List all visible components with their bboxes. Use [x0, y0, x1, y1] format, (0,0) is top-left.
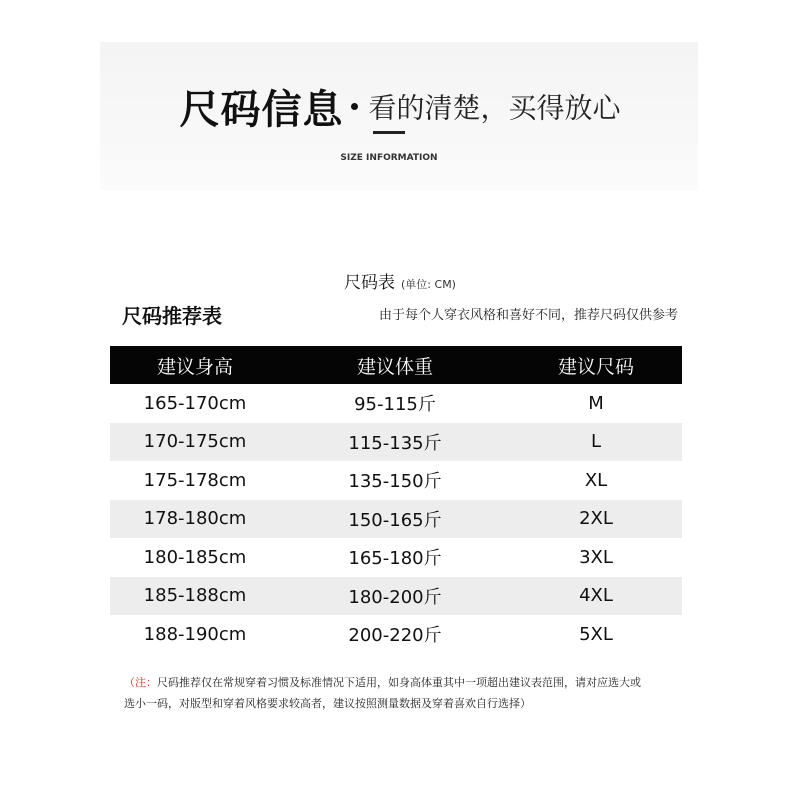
cell-weight: 180-200斤: [348, 586, 442, 608]
cell-height: 178-180cm: [143, 508, 247, 530]
banner-title-main: 尺码信息: [179, 87, 344, 133]
banner-title-sub: 看的清楚，买得放心: [368, 91, 621, 125]
table-row: [110, 615, 682, 654]
cell-weight: 115-135斤: [348, 432, 442, 454]
cell-size: 2XL: [579, 508, 613, 530]
title-separator-dot: [351, 103, 358, 110]
table-row: [110, 500, 682, 539]
table-caption: [0, 268, 800, 293]
table-header-row: [110, 346, 682, 384]
cell-weight: 150-165斤: [348, 509, 442, 531]
table-caption-unit: (单位: CM): [401, 278, 456, 291]
banner-divider: [373, 131, 405, 134]
table-caption-title: 尺码表: [344, 273, 396, 293]
cell-size: 4XL: [579, 585, 613, 607]
cell-weight: 200-220斤: [348, 625, 442, 647]
footnote-line-2: 选小一码，对版型和穿着风格要求较高者，建议按照测量数据及穿着喜欢自行选择）: [124, 697, 531, 710]
cell-height: 185-188cm: [143, 585, 247, 607]
banner-title: [0, 78, 800, 135]
size-table: [110, 346, 682, 654]
cell-size: 3XL: [579, 546, 613, 568]
cell-weight: 165-180斤: [348, 548, 442, 570]
header-height: 建议身高: [156, 355, 233, 378]
table-row: [110, 577, 682, 616]
table-row: [110, 384, 682, 423]
cell-weight: 135-150斤: [348, 471, 442, 493]
table-row: [110, 423, 682, 462]
cell-weight: 95-115斤: [354, 394, 436, 416]
banner-english-title: SIZE INFORMATION: [340, 153, 438, 163]
footnote: [124, 672, 676, 714]
footnote-text-1: 尺码推荐仅在常规穿着习惯及标准情况下适用，如身高体重其中一项超出建议表范围，请对应选大或: [157, 676, 641, 689]
cell-height: 165-170cm: [143, 392, 247, 414]
cell-size: L: [590, 431, 602, 453]
cell-size: XL: [584, 469, 608, 491]
cell-height: 170-175cm: [143, 431, 247, 453]
cell-height: 175-178cm: [143, 469, 247, 491]
cell-height: 188-190cm: [143, 623, 247, 645]
header-size: 建议尺码: [557, 355, 634, 378]
table-row: [110, 538, 682, 577]
cell-height: 180-185cm: [143, 546, 247, 568]
footnote-line-1: [124, 672, 676, 693]
cell-size: M: [588, 392, 604, 414]
cell-size: 5XL: [579, 623, 613, 645]
footnote-mark: （注：: [124, 676, 157, 689]
table-row: [110, 461, 682, 500]
header-weight: 建议体重: [356, 355, 433, 378]
recommend-title: 尺码推荐表: [122, 304, 222, 328]
recommend-note: 由于每个人穿衣风格和喜好不同，推荐尺码仅供参考: [378, 308, 678, 323]
